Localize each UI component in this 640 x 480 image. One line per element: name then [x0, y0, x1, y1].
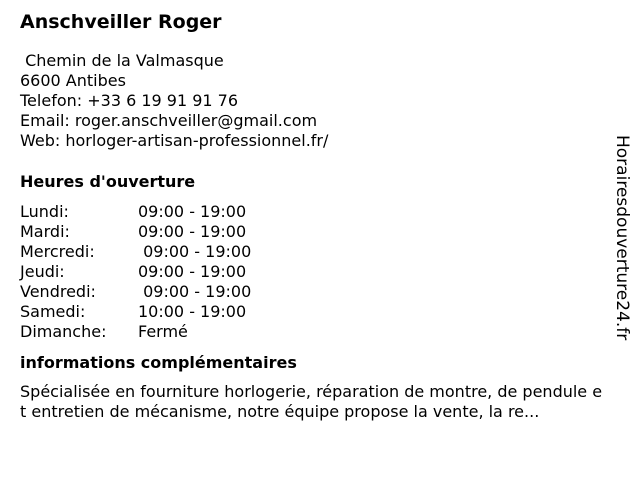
- opening-hours-title: Heures d'ouverture: [20, 172, 196, 191]
- day-label: Lundi:: [20, 202, 69, 221]
- hours-value: 10:00 - 19:00: [138, 302, 247, 321]
- day-label: Jeudi:: [20, 262, 65, 281]
- day-label: Mardi:: [20, 222, 70, 241]
- hours-row-sunday: [20, 322, 605, 342]
- day-label: Vendredi:: [20, 282, 96, 301]
- website-line: Web: horloger-artisan-professionnel.fr/: [20, 131, 329, 150]
- hours-value: 09:00 - 19:00: [138, 202, 247, 221]
- site-watermark: Horairesdouverture24.fr: [612, 135, 632, 341]
- hours-row-saturday: [20, 302, 605, 322]
- address-line: Chemin de la Valmasque: [20, 51, 224, 70]
- hours-row-thursday: [20, 262, 605, 282]
- business-name: Anschveiller Roger: [20, 11, 222, 33]
- hours-value: Fermé: [138, 322, 188, 341]
- day-label: Dimanche:: [20, 322, 107, 341]
- hours-value: 09:00 - 19:00: [138, 222, 247, 241]
- hours-value: 09:00 - 19:00: [138, 242, 252, 261]
- phone-line: Telefon: +33 6 19 91 91 76: [20, 91, 239, 110]
- additional-info-title: informations complémentaires: [20, 353, 297, 372]
- business-card: [20, 9, 605, 422]
- hours-row-friday: [20, 282, 605, 302]
- hours-row-monday: [20, 202, 605, 222]
- day-label: Samedi:: [20, 302, 86, 321]
- contact-details: [20, 51, 605, 151]
- day-label: Mercredi:: [20, 242, 95, 261]
- email-line: Email: roger.anschveiller@gmail.com: [20, 111, 318, 130]
- hours-row-tuesday: [20, 222, 605, 242]
- hours-value: 09:00 - 19:00: [138, 262, 247, 281]
- additional-info-text: Spécialisée en fourniture horlogerie, réparation de montre, de pendule et entretien de mécanisme, notre équipe propose la vente, la re...: [20, 382, 603, 421]
- opening-hours-table: [20, 202, 605, 342]
- hours-value: 09:00 - 19:00: [138, 282, 252, 301]
- hours-row-wednesday: [20, 242, 605, 262]
- city-line: 6600 Antibes: [20, 71, 126, 90]
